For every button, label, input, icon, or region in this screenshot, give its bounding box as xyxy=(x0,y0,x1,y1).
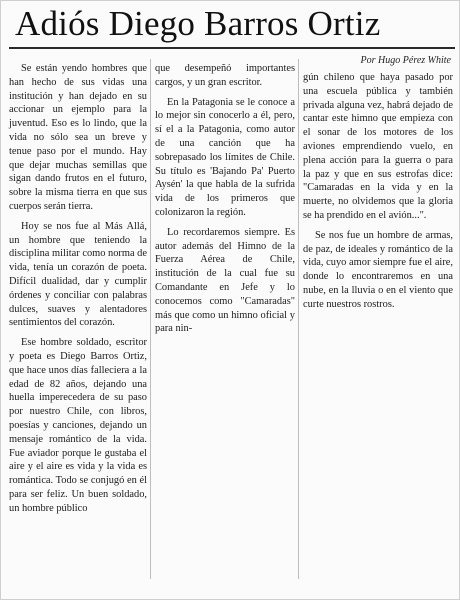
article-column-2 xyxy=(155,62,295,342)
article-column-3 xyxy=(303,71,453,318)
article-title: Adiós Diego Barros Ortiz xyxy=(15,4,381,43)
column-divider-2 xyxy=(298,59,299,579)
article-byline: Por Hugo Pérez White xyxy=(360,55,451,66)
article-column-1 xyxy=(9,62,147,522)
column-divider-1 xyxy=(150,59,151,579)
column-1-paragraph-1: Se están yendo hombres que han hecho de sus vidas una institución y han dejado en su accionar un ejemplo para la juventud. Eso es lo lindo, que la vida no sólo sea un breve y tenue paso por el mundo. Hay que dejar muchas semillas que sigan dando frutos en el futuro, sobre la misma tierra en que sus cuerpos serán tierra. xyxy=(9,63,147,212)
column-1-paragraph-2: Hoy se nos fue al Más Allá, un hombre que teniendo la disciplina militar como norma de vida, tenía un corazón de poeta. Difícil dualidad, dar y cumplir órdenes y conciliar con palabras dulces, suaves y alentadores sentimientos del corazón. xyxy=(9,220,147,329)
title-divider xyxy=(9,47,455,49)
column-3-paragraph-1: gún chileno que haya pasado por una escuela pública y también privada alguna vez, habrá dejado de cantar este himno que empieza con el sonar de los motores de los aviones emprendiendo vuelo, en plena acción para la guerra o para la paz y que en sus estrofas dice: "Camaradas en la vida y en la muerte, no olvidemos que la gloria se ha prendido en el avión...". xyxy=(303,72,453,221)
column-2-paragraph-1: que desempeñó importantes cargos, y un gran escritor. xyxy=(155,63,295,88)
column-2-paragraph-3: Lo recordaremos siempre. Es autor además del Himno de la Fuerza Aérea de Chile, institución de la cual fue su Comandante en Jefe y lo conocemos como "Camaradas" más que como un himno oficial y para nin- xyxy=(155,226,295,335)
column-3-paragraph-2: Se nos fue un hombre de armas, de paz, de ideales y romántico de la vida, cuyo amor siempre fue el aire, donde lo encontraremos en una nube, en la lluvia o en el viento que curte nuestros rostros. xyxy=(303,229,453,310)
column-1-paragraph-3: Ese hombre soldado, escritor y poeta es Diego Barros Ortiz, que hace unos días falleciera a la edad de 82 años, dejando una huella imperecedera de su paso por nuestro Chile, con libros, poesías y canciones, dejando un mensaje romántico de la vida. Fue aviador porque le gustaba el aire y el aire es vida y la vida es romántica. Todo se conjugó en él para ser feliz. Un buen soldado, un hombre público xyxy=(9,337,147,514)
column-2-paragraph-2: En la Patagonia se le conoce a lo mejor sin conocerlo a él, pero, sí el a la Patagonia, como autor de una canción que ha sobrepasado los límites de Chile. Su título es 'Bajando Pa' Puerto Aysén' la que habla de la sufrida vida de los primeros que colonizaron la región. xyxy=(155,96,295,218)
